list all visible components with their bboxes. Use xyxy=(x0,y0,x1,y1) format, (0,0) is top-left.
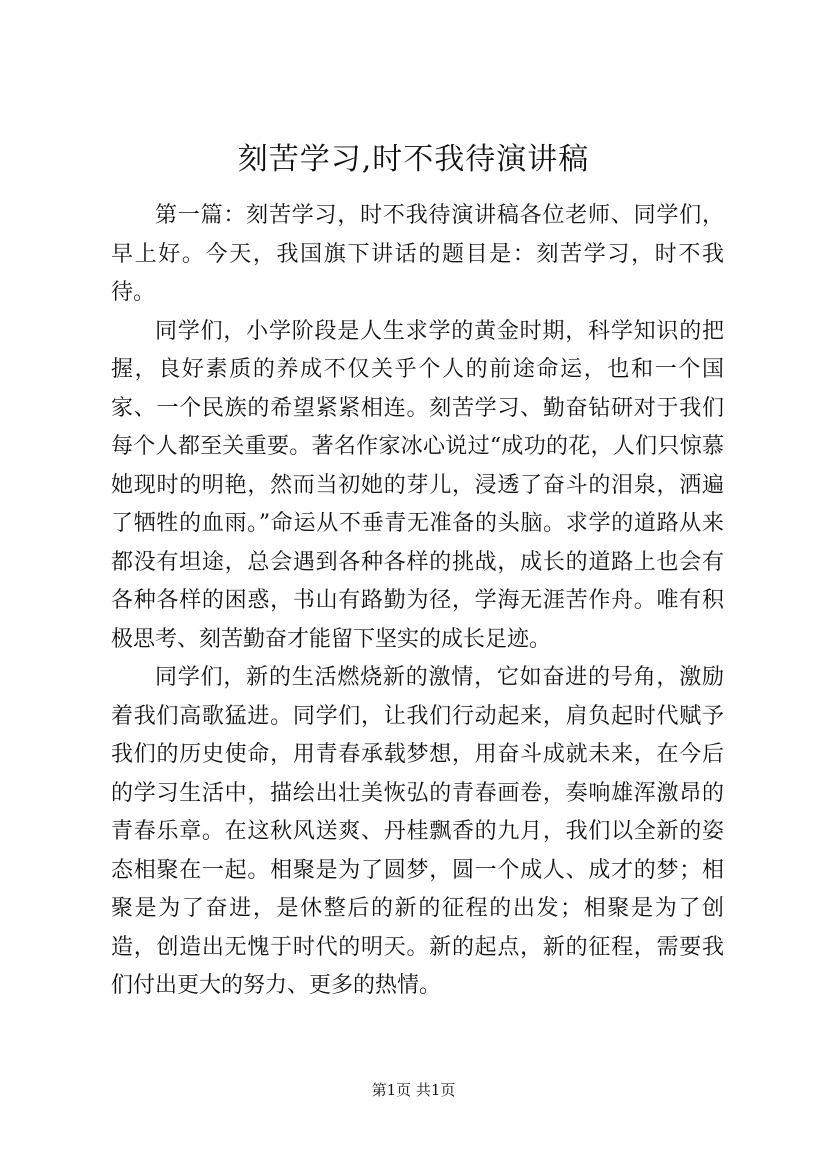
page-footer: 第1页 共1页 xyxy=(371,1081,456,1099)
document-body xyxy=(111,197,724,1006)
paragraph-1: 第一篇：刻苦学习，时不我待演讲稿各位老师、同学们，早上好。今天，我国旗下讲话的题目是：刻苦学习，时不我待。 xyxy=(111,203,724,305)
paragraph-2: 同学们，小学阶段是人生求学的黄金时期，科学知识的把握，良好素质的养成不仅关乎个人的前途命运，也和一个国家、一个民族的希望紧紧相连。刻苦学习、勤奋钻研对于我们每个人都至关重要。著名作家冰心说过“成功的花，人们只惊慕她现时的明艳，然而当初她的芽儿，浸透了奋斗的泪泉，洒遍了牺牲的血雨。”命运从不垂青无准备的头脑。求学的道路从来都没有坦途，总会遇到各种各样的挑战，成长的道路上也会有各种各样的困惑，书山有路勤为径，学海无涯苦作舟。唯有积极思考、刻苦勤奋才能留下坚实的成长足迹。 xyxy=(111,318,724,652)
paragraph-3: 同学们，新的生活燃烧新的激情，它如奋进的号角，激励着我们高歌猛进。同学们，让我们行动起来，肩负起时代赋予我们的历史使命，用青春承载梦想，用奋斗成就未来，在今后的学习生活中，描绘出壮美恢弘的青春画卷，奏响雄浑激昂的青春乐章。在这秋风送爽、丹桂飘香的九月，我们以全新的姿态相聚在一起。相聚是为了圆梦，圆一个成人、成才的梦；相聚是为了奋进，是休整后的新的征程的出发；相聚是为了创造，创造出无愧于时代的明天。新的起点，新的征程，需要我们付出更大的努力、更多的热情。 xyxy=(111,665,724,998)
document-title: 刻苦学习,时不我待演讲稿 xyxy=(237,142,590,177)
